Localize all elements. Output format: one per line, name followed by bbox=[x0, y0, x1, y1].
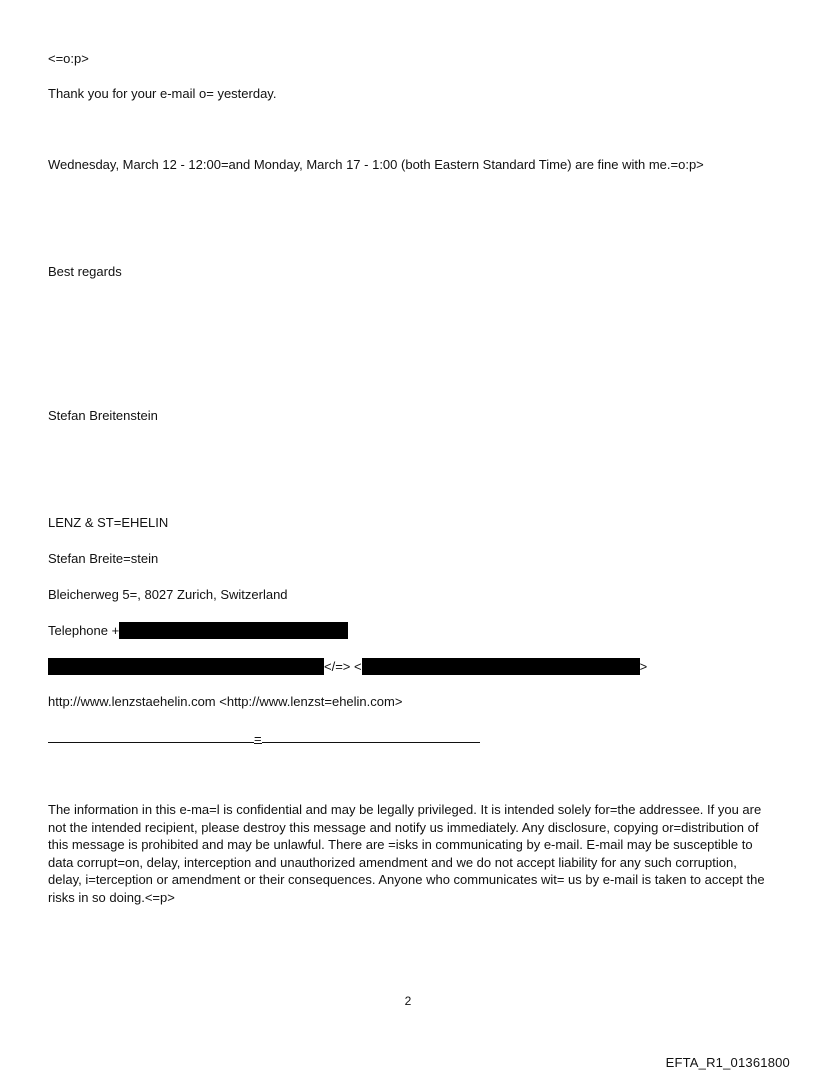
signature-address: Bleicherweg 5=, 8027 Zurich, Switzerland bbox=[48, 587, 288, 602]
closing-line: Best regards bbox=[48, 264, 122, 279]
email-mid-text: </=> < bbox=[324, 659, 362, 674]
redaction-block bbox=[48, 658, 324, 675]
separator-char: = bbox=[254, 731, 262, 746]
confidentiality-disclaimer: The information in this e-ma=l is confidential and may be legally privileged. It is intended solely for=the addressee. If you are not the intended recipient, please destroy this message and notify us immediately. Any disclosure, copying or=distribution of this message is prohibited and may be unlawful. There are =isks in communicating by e-mail. E-mail may be susceptible to data corrupt=on, delay, interception and unauthorized amendment and we do not accept liability for any such corruption, delay, i=terception or amendment or their consequences. Anyone who communicates wit= us by e-mail is taken to accept the risks in so doing.<=p> bbox=[48, 802, 765, 905]
redaction-block bbox=[362, 658, 640, 675]
separator-rule bbox=[48, 730, 254, 743]
availability-line: Wednesday, March 12 - 12:00=and Monday, March 17 - 1:00 (both Eastern Standard Time) are fine with me.=o:p> bbox=[48, 157, 704, 172]
signature-telephone bbox=[48, 622, 348, 639]
thanks-line: Thank you for your e-mail o= yesterday. bbox=[48, 86, 277, 101]
telephone-label: Telephone + bbox=[48, 623, 120, 638]
document-id: EFTA_R1_01361800 bbox=[665, 1055, 790, 1070]
signature-firm: LENZ & ST=EHELIN bbox=[48, 515, 169, 530]
signature-name: Stefan Breite=stein bbox=[48, 551, 159, 566]
email-end-text: > bbox=[639, 659, 648, 674]
page-number: 2 bbox=[404, 994, 412, 1008]
signature-email bbox=[48, 658, 647, 675]
signature-website: http://www.lenzstaehelin.com <http://www.lenzst=ehelin.com> bbox=[48, 694, 403, 709]
markup-artifact: <=o:p> bbox=[48, 51, 89, 66]
separator-line bbox=[48, 729, 480, 745]
sender-name: Stefan Breitenstein bbox=[48, 408, 158, 423]
separator-rule bbox=[262, 730, 480, 743]
redaction-block bbox=[119, 622, 348, 639]
